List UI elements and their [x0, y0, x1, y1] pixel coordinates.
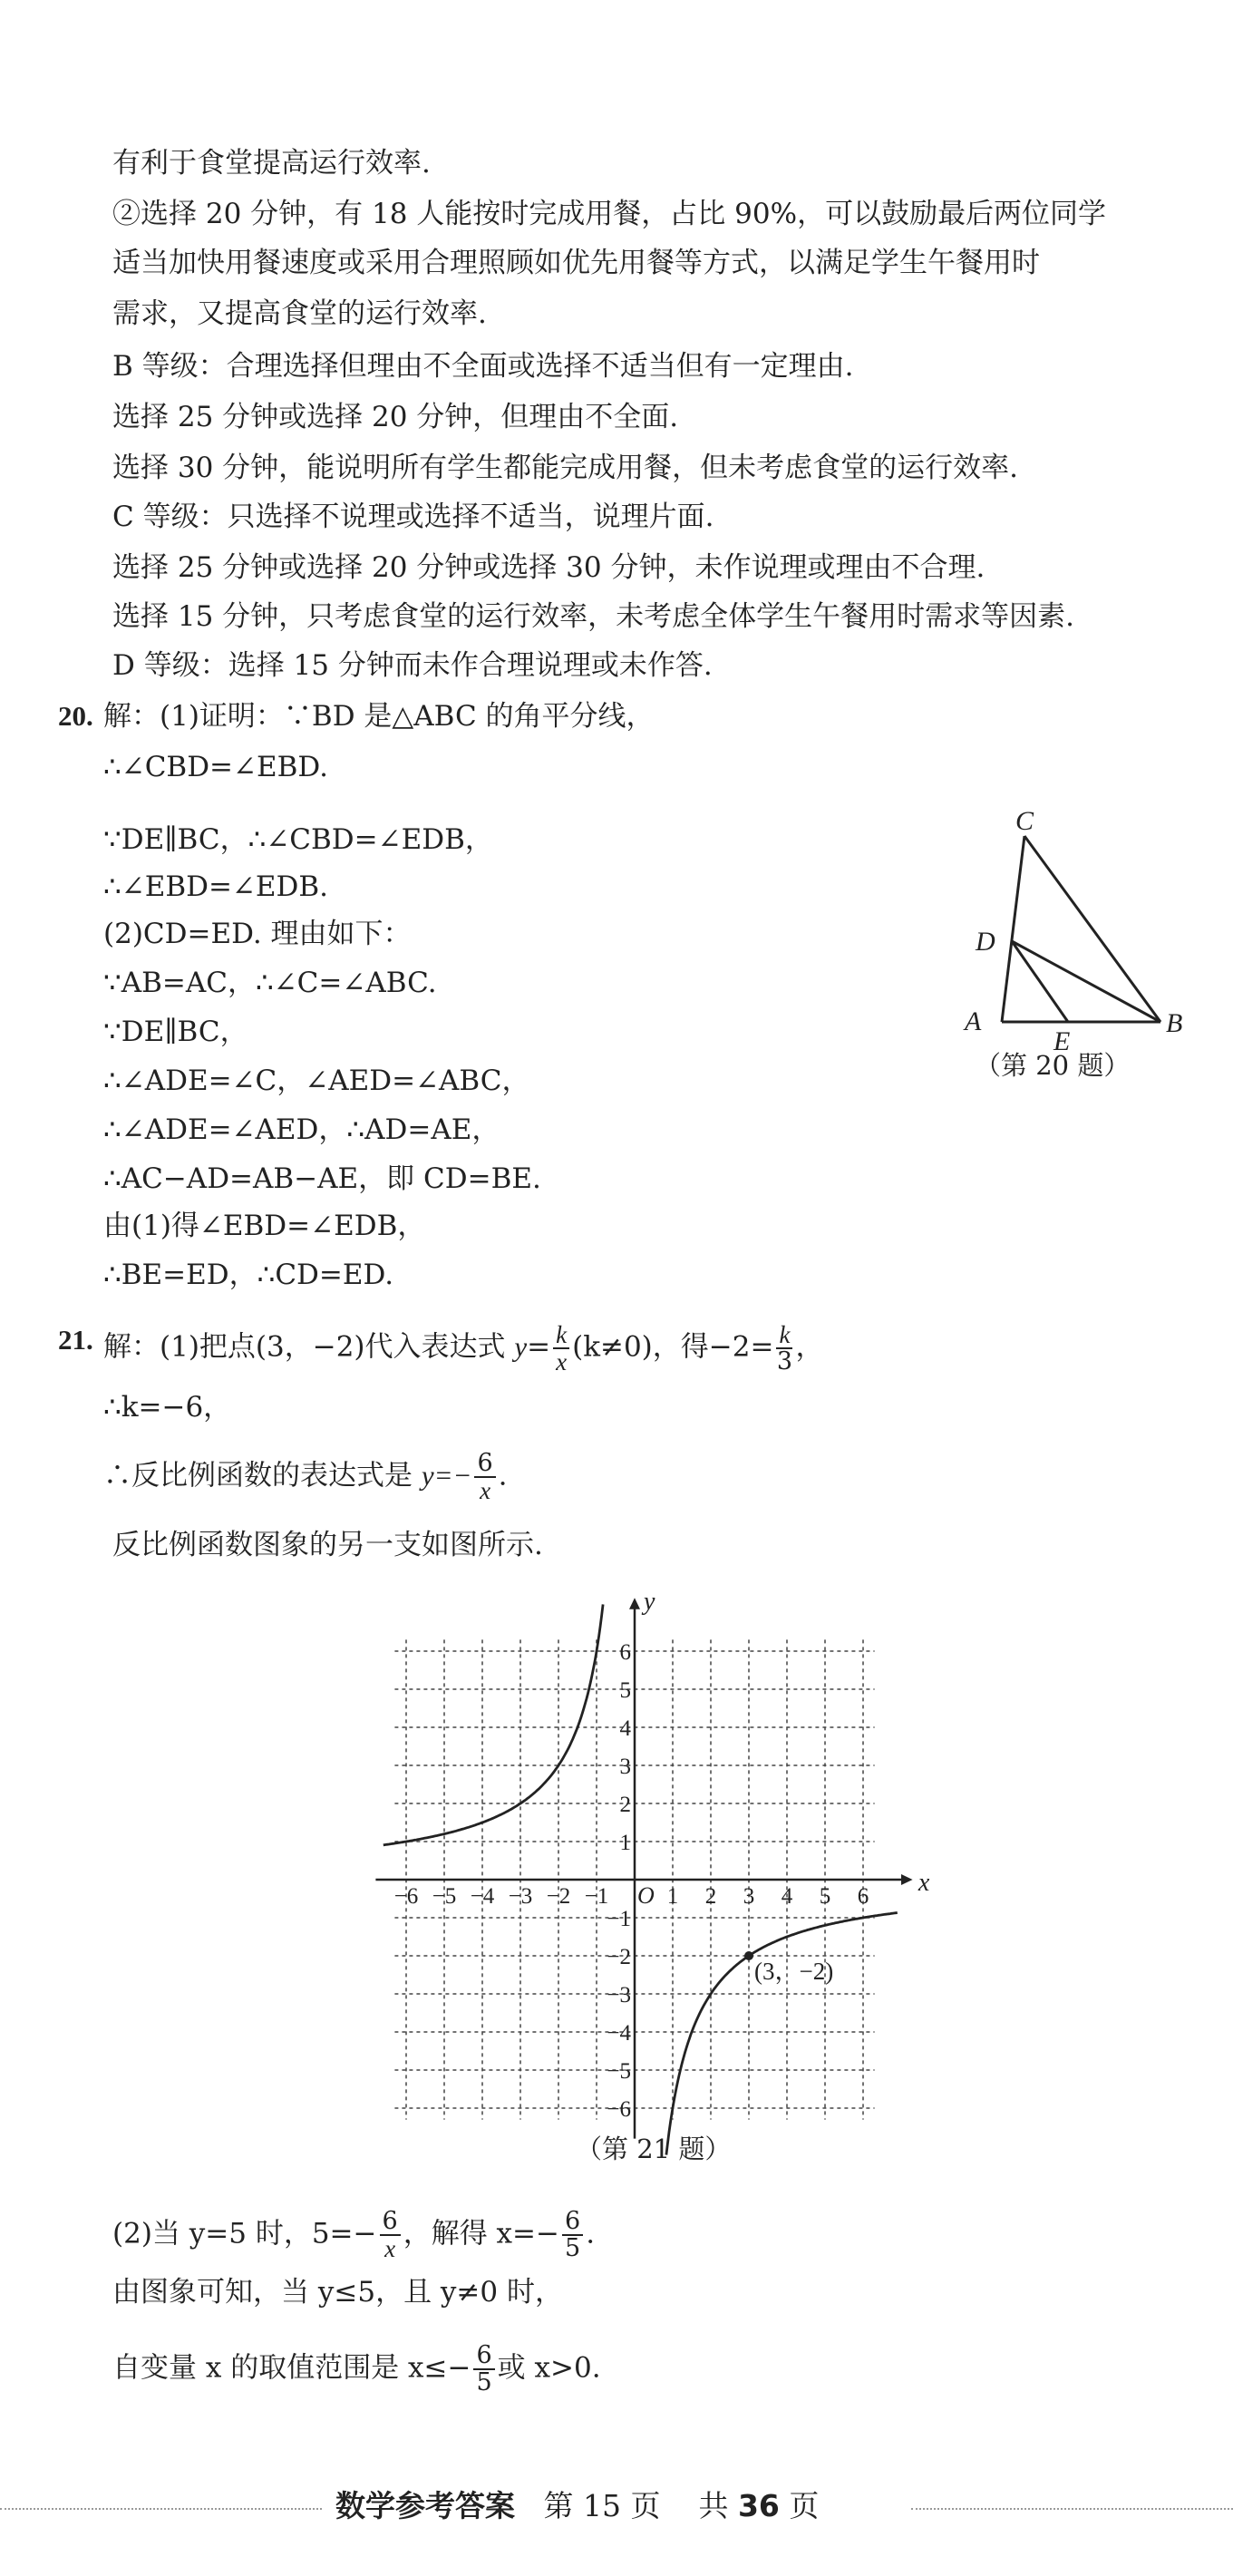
page-footer — [0, 2484, 1233, 2530]
q21-line-7 — [112, 2343, 601, 2396]
numerator: 6 — [380, 2209, 401, 2236]
text: = — [527, 1330, 551, 1364]
fraction — [553, 1322, 569, 1375]
var: y — [514, 1330, 528, 1363]
denominator: 5 — [565, 2234, 581, 2262]
x-tick-label: −3 — [508, 1884, 533, 1909]
text-line: 选择 25 分钟或选择 20 分钟，但理由不全面. — [112, 401, 679, 433]
text-line: C 等级：只选择不说理或选择不适当，说理片面. — [112, 501, 714, 533]
vertex-label-e: E — [1053, 1026, 1071, 1056]
footer-prefix: 共 — [698, 2488, 729, 2523]
y-tick-label: 6 — [619, 1640, 631, 1665]
text-line: 选择 15 分钟，只考虑食堂的运行效率，未考虑全体学生午餐用时需求等因素. — [112, 600, 1075, 633]
numerator: k — [776, 1322, 792, 1349]
q21-line-5 — [112, 2209, 595, 2261]
q20-line: ∴AC−AD=AB−AE，即 CD=BE. — [103, 1162, 541, 1195]
fraction — [380, 2209, 401, 2261]
y-tick-label: 3 — [619, 1755, 631, 1779]
q20-line: ∵AB=AC，∴∠C=∠ABC. — [103, 967, 437, 999]
numerator: 6 — [474, 1451, 495, 1478]
text: (2)当 y=5 时，5=− — [112, 2217, 377, 2250]
text: . — [586, 2217, 596, 2250]
x-tick-label: 5 — [819, 1884, 831, 1909]
footer-page: 第 15 页 — [543, 2488, 661, 2523]
fraction — [776, 1322, 792, 1375]
x-tick-label: −2 — [546, 1884, 571, 1909]
q20-line: ∵DE∥BC， — [103, 1016, 248, 1048]
q21-line-2: ∴k=−6， — [103, 1391, 232, 1424]
text: . — [498, 1459, 508, 1492]
function-graph — [381, 1564, 930, 2126]
x-tick-label: −5 — [432, 1884, 457, 1909]
segment-bd — [1012, 941, 1160, 1022]
y-tick-label: −5 — [607, 2059, 631, 2084]
question-number: 20. — [58, 700, 93, 732]
x-tick-label: −1 — [584, 1884, 609, 1909]
figure-21-caption: （第 21 题） — [576, 2134, 732, 2164]
y-tick-label: 1 — [619, 1831, 631, 1855]
x-tick-label: 3 — [743, 1884, 755, 1909]
text-line: 适当加快用餐速度或采用合理照顾如优先用餐等方式，以满足学生午餐用时 — [112, 247, 1040, 279]
q20-line: (2)CD=ED. 理由如下： — [103, 918, 412, 950]
q20-line: ∴∠ADE=∠C，∠AED=∠ABC， — [103, 1064, 530, 1097]
denominator: x — [556, 1348, 568, 1375]
q21-line-3 — [103, 1451, 508, 1503]
footer-divider — [911, 2508, 1233, 2510]
y-tick-label: 4 — [619, 1716, 631, 1741]
side-ca — [1002, 836, 1024, 1022]
numerator: k — [553, 1322, 569, 1349]
q20-line: ∴BE=ED，∴CD=ED. — [103, 1259, 394, 1291]
y-tick-label: 2 — [619, 1793, 631, 1817]
footer-suffix: 页 — [789, 2488, 820, 2523]
fraction — [474, 1451, 495, 1503]
x-tick-label: 1 — [666, 1884, 679, 1909]
vertex-label-c: C — [1015, 806, 1034, 836]
text: ∴反比例函数的表达式是 — [103, 1459, 422, 1492]
figure-20-caption: （第 20 题） — [975, 1050, 1131, 1081]
q20-line: 由(1)得∠EBD=∠EDB， — [103, 1210, 426, 1242]
denominator: 5 — [476, 2368, 492, 2396]
y-tick-label: −3 — [607, 1983, 631, 2007]
y-tick-label: −1 — [607, 1907, 631, 1931]
x-axis-label: x — [917, 1869, 930, 1897]
y-tick-label: −2 — [607, 1945, 631, 1969]
text-line: B 等级：合理选择但理由不全面或选择不适当但有一定理由. — [112, 350, 854, 383]
q20-line: 解：(1)证明：∵BD 是△ABC 的角平分线， — [103, 700, 655, 733]
q20-line: ∴∠EBD=∠EDB. — [103, 870, 329, 903]
text-line: ②选择 20 分钟，有 18 人能按时完成用餐，占比 90%，可以鼓励最后两位同学 — [112, 198, 1107, 230]
x-tick-label: 6 — [857, 1884, 869, 1909]
denominator: x — [480, 1477, 491, 1504]
y-axis-arrow — [629, 1598, 640, 1609]
denominator: 3 — [776, 1347, 793, 1375]
x-axis-arrow — [901, 1874, 913, 1885]
y-tick-label: −4 — [607, 2021, 631, 2046]
x-tick-label: −4 — [470, 1884, 495, 1909]
text: ， — [795, 1330, 824, 1364]
point-label: (3，−2) — [754, 1958, 834, 1985]
side-cb — [1024, 836, 1160, 1022]
text-line: 需求，又提高食堂的运行效率. — [112, 297, 487, 330]
q21-line-4: 反比例函数图象的另一支如图所示. — [112, 1529, 543, 1561]
text-line: D 等级：选择 15 分钟而未作合理说理或未作答. — [112, 649, 713, 682]
vertex-label-b: B — [1166, 1008, 1183, 1038]
footer-divider — [0, 2508, 322, 2510]
footer-title: 数学参考答案 — [335, 2488, 515, 2523]
triangle-figure — [952, 806, 1206, 1056]
point-marker — [744, 1951, 753, 1960]
origin-label: O — [637, 1882, 655, 1909]
x-tick-label: 2 — [704, 1884, 717, 1909]
q20-line: ∵DE∥BC，∴∠CBD=∠EDB， — [103, 823, 493, 856]
vertex-label-d: D — [976, 927, 995, 957]
x-tick-label: −6 — [393, 1884, 419, 1909]
numerator: 6 — [473, 2343, 494, 2370]
y-tick-label: −6 — [607, 2097, 631, 2122]
fraction — [562, 2209, 583, 2261]
text: 解：(1)把点(3，−2)代入表达式 — [103, 1330, 515, 1364]
fraction — [473, 2343, 494, 2396]
y-tick-label: 5 — [619, 1678, 631, 1703]
q21-line-6: 由图象可知，当 y≤5，且 y≠0 时， — [112, 2276, 563, 2309]
q20-line: ∴∠ADE=∠AED，∴AD=AE， — [103, 1113, 500, 1146]
text: (k≠0)，得−2= — [572, 1330, 774, 1364]
text-line: 有利于食堂提高运行效率. — [112, 147, 431, 180]
x-tick-label: 4 — [781, 1884, 793, 1909]
text-line: 选择 25 分钟或选择 20 分钟或选择 30 分钟，未作说理或理由不合理. — [112, 551, 985, 584]
footer-text — [335, 2488, 819, 2524]
footer-total: 36 — [737, 2488, 780, 2523]
y-axis-label: y — [644, 1587, 655, 1616]
text: ，解得 x=− — [403, 2217, 559, 2250]
text: 自变量 x 的取值范围是 x≤− — [112, 2351, 471, 2385]
text: y=− — [421, 1459, 472, 1492]
hyperbola-branch-left — [383, 1604, 603, 1844]
text: 或 x>0. — [497, 2351, 601, 2385]
q21-line-1 — [103, 1322, 823, 1375]
numerator: 6 — [562, 2209, 583, 2236]
q20-line: ∴∠CBD=∠EBD. — [103, 751, 329, 783]
denominator: x — [384, 2235, 396, 2262]
vertex-label-a: A — [965, 1006, 982, 1036]
segment-de — [1012, 941, 1068, 1022]
question-number: 21. — [58, 1324, 93, 1356]
text-line: 选择 30 分钟，能说明所有学生都能完成用餐，但未考虑食堂的运行效率. — [112, 452, 1019, 484]
